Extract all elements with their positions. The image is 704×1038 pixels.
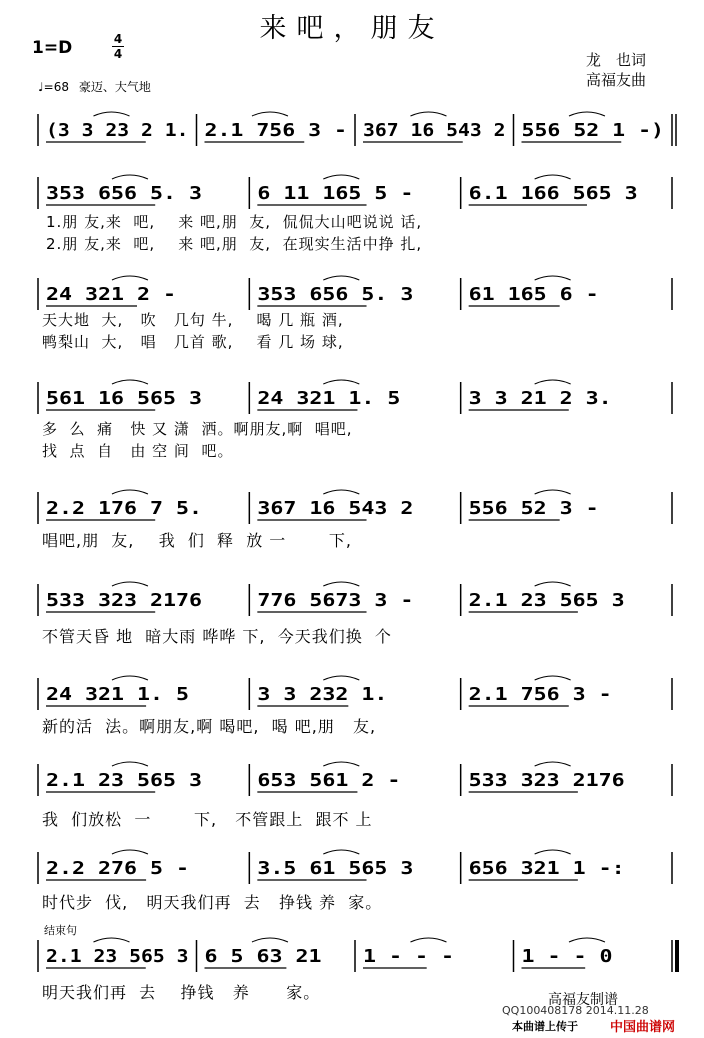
measure-notes: 24 321 1. 5	[257, 388, 401, 409]
measure-notes: 561 16 565 3	[46, 388, 202, 409]
score-system	[0, 276, 704, 351]
lyrics-line: 新的活 法。啊朋友,啊 喝吧, 喝 吧,朋 友,	[42, 717, 377, 736]
lyrics-line: 不管天昏 地 暗大雨 哗哗 下, 今天我们换 个	[42, 627, 392, 646]
notation-staff	[0, 490, 704, 530]
score-system	[0, 490, 704, 550]
lyrics-line: 2.朋 友,来 吧, 来 吧,朋 友, 在现实生活中挣 扎,	[46, 235, 423, 253]
site-logo: 中国曲谱网	[610, 1020, 676, 1035]
slur-arc	[569, 938, 605, 942]
notation-staff	[0, 676, 704, 716]
lyrics-line: 我 们放松 一 下, 不管跟上 跟不 上	[42, 810, 373, 829]
lyrics-line: 时代步 伐, 明天我们再 去 挣钱 养 家。	[42, 893, 383, 912]
slur-arc	[323, 762, 359, 766]
slur-arc	[112, 582, 148, 586]
score-system	[0, 676, 704, 736]
measure-notes: 2.1 23 565 3	[46, 770, 202, 791]
measure-notes: 556 52 1 -)	[521, 120, 664, 141]
tempo-value: ♩=68	[38, 80, 69, 94]
slur-arc	[535, 380, 571, 384]
measure-notes: 556 52 3 -	[468, 498, 599, 519]
lyrics-line: 明天我们再 去 挣钱 养 家。	[42, 983, 321, 1002]
slur-arc	[112, 850, 148, 854]
slur-arc	[323, 276, 359, 280]
slur-arc	[535, 175, 571, 179]
slur-arc	[535, 850, 571, 854]
measure-notes: 61 165 6 -	[468, 284, 599, 305]
slur-arc	[112, 490, 148, 494]
slur-arc	[112, 676, 148, 680]
notation-staff	[0, 112, 704, 152]
measure-notes: 533 323 2176	[468, 770, 625, 791]
measure-notes: 776 5673 3 -	[257, 590, 414, 611]
measure-notes: 1 - - -	[363, 946, 454, 967]
measure-notes: 2.1 756 3 -	[204, 120, 347, 141]
measure-notes: 3 3 232 1.	[257, 684, 388, 705]
measure-notes: 353 656 5. 3	[257, 284, 414, 305]
lyrics-line: 鸭梨山 大, 唱 几首 歌, 看 几 场 球,	[42, 333, 344, 351]
expression-mark: 豪迈、大气地	[78, 80, 151, 94]
slur-arc	[535, 276, 571, 280]
slur-arc	[323, 175, 359, 179]
key-signature: 1=D	[32, 38, 73, 58]
slur-arc	[252, 112, 288, 116]
notation-staff	[0, 175, 704, 215]
score-system	[0, 850, 704, 912]
notation-staff	[0, 938, 704, 978]
measure-notes: 24 321 2 -	[46, 284, 176, 305]
slur-arc	[323, 582, 359, 586]
slur-arc	[112, 380, 148, 384]
time-signature	[112, 33, 124, 60]
lyrics-line: 天大地 大, 吹 几句 牛, 喝 几 瓶 酒,	[42, 311, 344, 329]
slur-arc	[535, 762, 571, 766]
slur-arc	[535, 490, 571, 494]
measure-notes: 2.1 23 565 3	[46, 946, 189, 967]
measure-notes: 2.2 176 7 5.	[46, 498, 202, 519]
notation-staff	[0, 762, 704, 802]
measure-notes: 6.1 166 565 3	[468, 183, 638, 204]
slur-arc	[569, 112, 605, 116]
lyrics-line: 多 么 痛 快 又 潇 洒。啊朋友,啊 唱吧,	[42, 420, 353, 438]
score-system	[0, 380, 704, 460]
slur-arc	[535, 676, 571, 680]
ending-marker: 结束句	[44, 924, 77, 937]
measure-notes: 3.5 61 565 3	[257, 858, 414, 879]
time-signature-bottom: 4	[113, 47, 123, 61]
lyrics-line: 唱吧,朋 友, 我 们 释 放 一 下,	[42, 531, 352, 550]
slur-arc	[93, 112, 129, 116]
measure-notes: 653 561 2 -	[257, 770, 401, 791]
score-system	[0, 582, 704, 646]
measure-notes: 2.1 23 565 3	[468, 590, 625, 611]
notation-staff	[0, 582, 704, 622]
score-system	[0, 112, 704, 162]
slur-arc	[112, 276, 148, 280]
composer-credit: 高福友曲	[586, 71, 647, 89]
slur-arc	[323, 380, 359, 384]
arranger-signature: 高福友制谱	[548, 992, 618, 1008]
measure-notes: 367 16 543 2	[363, 120, 506, 141]
slur-arc	[323, 490, 359, 494]
measure-notes: 533 323 2176	[46, 590, 202, 611]
lyrics-line: 1.朋 友,来 吧, 来 吧,朋 友, 侃侃大山吧说说 话,	[46, 213, 423, 231]
slur-arc	[410, 938, 446, 942]
slur-arc	[93, 938, 129, 942]
slur-arc	[252, 938, 288, 942]
slur-arc	[112, 175, 148, 179]
lyricist-credit: 龙 也词	[586, 51, 647, 69]
notation-staff	[0, 380, 704, 420]
upload-notice: 本曲谱上传于	[512, 1020, 578, 1033]
measure-notes: 367 16 543 2	[257, 498, 414, 519]
measure-notes: (3 3 23 2 1.	[46, 120, 189, 141]
slur-arc	[323, 850, 359, 854]
measure-notes: 3 3 21 2 3.	[468, 388, 612, 409]
song-title: 来吧，朋友	[259, 13, 445, 44]
upload-id-watermark: QQ100408178 2014.11.28	[502, 1004, 649, 1017]
slur-arc	[112, 762, 148, 766]
lyrics-line: 找 点 自 由 空 间 吧。	[42, 442, 234, 460]
score-system	[0, 175, 704, 253]
notation-staff	[0, 850, 704, 890]
measure-notes: 1 - - 0	[521, 946, 613, 967]
measure-notes: 24 321 1. 5	[46, 684, 189, 705]
measure-notes: 2.1 756 3 -	[468, 684, 612, 705]
measure-notes: 2.2 276 5 -	[46, 858, 189, 879]
slur-arc	[535, 582, 571, 586]
measure-notes: 656 321 1 -:	[468, 858, 625, 879]
score-system	[0, 762, 704, 829]
measure-notes: 353 656 5. 3	[46, 183, 202, 204]
measure-notes: 6 11 165 5 -	[257, 183, 414, 204]
tempo-marking	[38, 78, 151, 95]
slur-arc	[410, 112, 446, 116]
measure-notes: 6 5 63 21	[204, 946, 322, 967]
slur-arc	[323, 676, 359, 680]
time-signature-top: 4	[113, 32, 123, 46]
